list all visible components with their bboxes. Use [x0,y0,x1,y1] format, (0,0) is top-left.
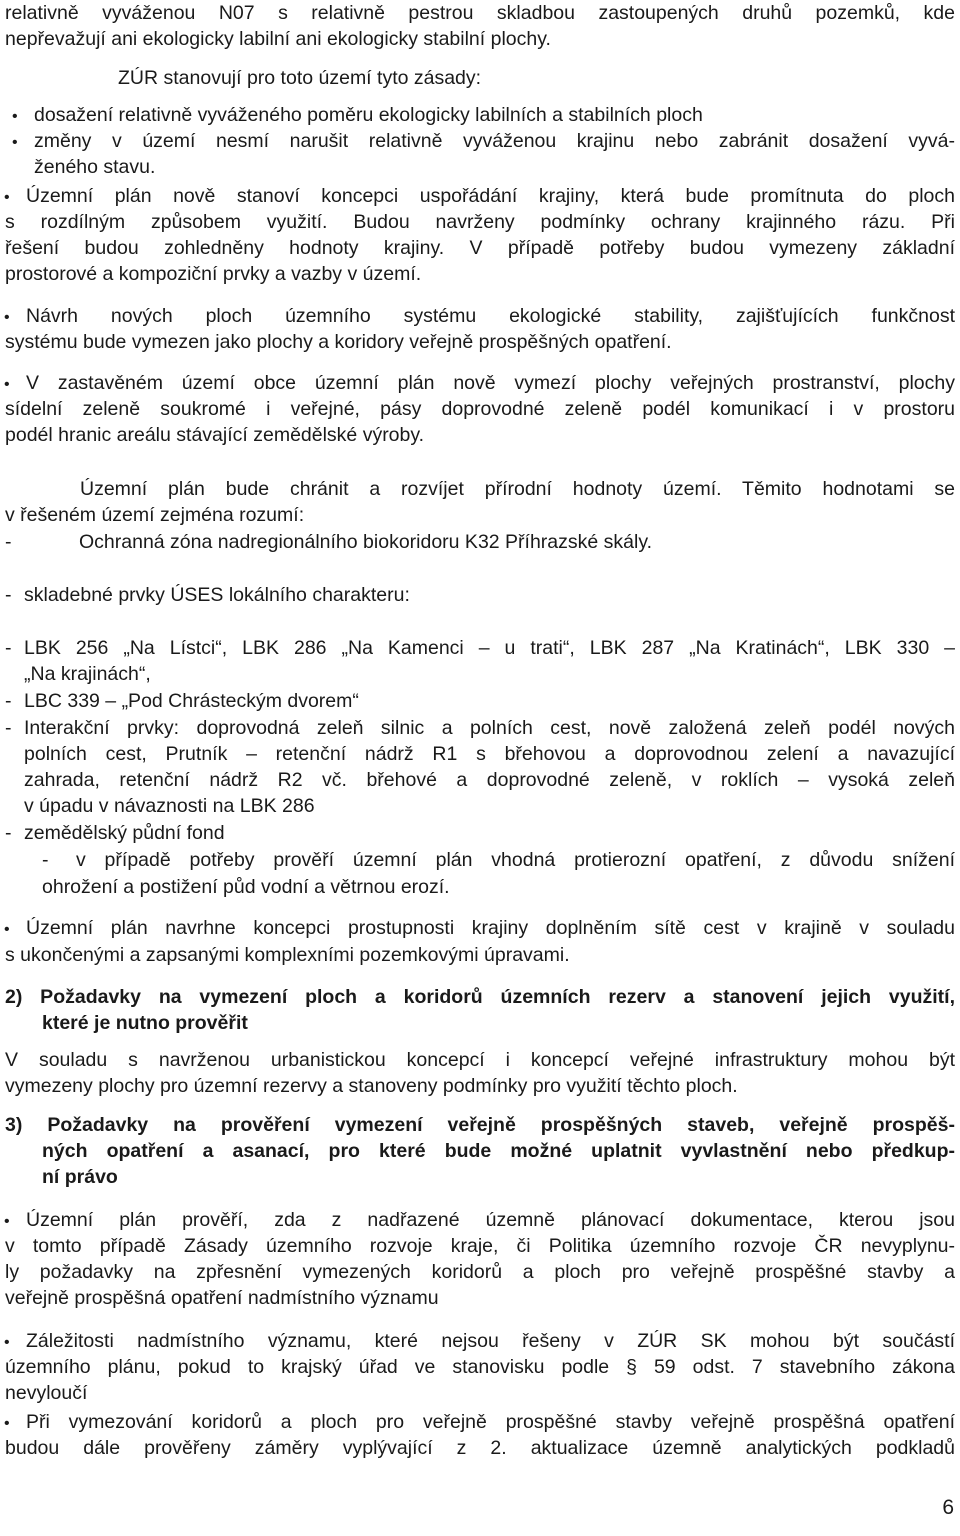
anti-erosion-line-2: ohrožení a postižení půd vodní a větrnou erozí. [42,876,450,898]
paragraph-7-line-3: nevyloučí [5,1382,88,1404]
paragraph-6-line-4: veřejně prospěšná opatření nadmístního významu [5,1287,439,1309]
anti-erosion-line-1: - v případě potřeby prověří územní plán vhodná protierozní opatření, z důvodu snížení [42,849,955,871]
paragraph-3-line-2: sídelní zeleně soukromé i veřejné, pásy doprovodné zeleně podél komunikací i v prostoru [5,398,955,420]
paragraph-8-line-2: budou dále prověřeny záměry vyplývající z 2. aktualizace územně analytických podkladů [5,1437,955,1459]
paragraph-7-line-2: územního plánu, pokud to krajský úřad ve stanovisku podle § 59 odst. 7 stavebního zákona [5,1356,955,1378]
page-number: 6 [942,1496,954,1519]
paragraph-1-line-1: Územní plán nově stanoví koncepci uspořádání krajiny, která bude promítnuta do ploch [26,185,955,207]
paragraph-2-line-1: Návrh nových ploch územního systému ekologické stability, zajišťujících funkčnost [26,305,955,327]
section-3-heading-line-3: ní právo [42,1166,118,1188]
paragraph-7-line-1: Záležitosti nadmístního významu, které nejsou řešeny v ZÚR SK mohou být součástí [26,1330,955,1352]
paragraph-4-line-1: Územní plán bude chránit a rozvíjet přírodní hodnoty území. Těmito hodnotami se [80,478,955,500]
zur-principle-2-line-2: ženého stavu. [34,156,156,178]
paragraph-3-line-1: V zastavěném území obce územní plán nově vymezí plochy veřejných prostranství, plochy [26,372,955,394]
section-2-text-line-2: vymezeny plochy pro územní rezervy a stanoveny podmínky pro využití těchto ploch. [5,1075,738,1097]
intro-line-1: relativně vyváženou N07 s relativně pestrou skladbou zastoupených druhů pozemků, kde [5,2,955,24]
agricultural-fund-item: - zemědělský půdní fond [5,822,225,844]
section-3-heading-line-1: 3) Požadavky na prověření vymezení veřejně prospěšných staveb, veřejně prospěš- [5,1114,955,1136]
paragraph-4-line-2: v řešeném území zejména rozumí: [5,504,305,526]
paragraph-1-line-3: řešení budou zohledněny hodnoty krajiny. V případě potřeby budou vymezeny základní [5,237,955,259]
paragraph-5-line-1: Územní plán navrhne koncepci prostupnosti krajiny doplněním sítě cest v krajině v souladu [26,917,955,939]
interaction-item-line-4: v úpadu v návaznosti na LBK 286 [24,795,315,817]
paragraph-1-line-2: s rozdílným způsobem využití. Budou navrženy podmínky ochrany krajinného rázu. Při [5,211,955,233]
section-3-heading-line-2: ných opatření a asanací, pro které bude možné uplatnit vyvlastnění nebo předkup- [42,1140,955,1162]
interaction-item-line-1: - Interakční prvky: doprovodná zeleň silnic a polních cest, nově založená zeleň podél nových [5,717,955,739]
section-2-text-line-1: V souladu s navrženou urbanistickou koncepcí i koncepcí veřejné infrastruktury mohou být [5,1049,955,1071]
zur-principle-2-line-1: změny v území nesmí narušit relativně vyváženou krajinu nebo zabránit dosažení vyvá- [34,130,955,152]
paragraph-6-line-3: ly požadavky na zpřesnění vymezených koridorů a ploch pro veřejně prospěšné stavby a [5,1261,955,1283]
lbk-item-line-1: - LBK 256 „Na Lístci“, LBK 286 „Na Kamenci – u trati“, LBK 287 „Na Kratinách“, LBK 330 – [5,637,955,659]
lbc-item: - LBC 339 – „Pod Chrásteckým dvorem“ [5,690,359,712]
zur-principles-heading: ZÚR stanovují pro toto území tyto zásady: [118,67,482,89]
lbk-item-line-2: „Na krajinách“, [24,663,151,685]
protection-zone-item: - Ochranná zóna nadregionálního biokoridoru K32 Příhrazské skály. [5,531,653,553]
interaction-item-line-3: zahrada, retenční nádrž R2 vč. břehové a doprovodné zeleně, v roklích – vysoká zeleň [24,769,955,791]
paragraph-8-line-1: Při vymezování koridorů a ploch pro veřejně prospěšné stavby veřejně prospěšná opatření [26,1411,955,1433]
paragraph-1-line-4: prostorové a kompoziční prvky a vazby v území. [5,263,422,285]
section-2-heading-line-2: které je nutno prověřit [42,1012,248,1034]
paragraph-6-line-2: v tomto případě Zásady územního rozvoje kraje, či Politika územního rozvoje ČR nevyplynu- [5,1235,955,1257]
intro-line-2: nepřevažují ani ekologicky labilní ani ekologicky stabilní plochy. [5,28,551,50]
zur-principle-1: • dosažení relativně vyváženého poměru ekologicky labilních a stabilních ploch [34,102,955,128]
interaction-item-line-2: polních cest, Prutník – retenční nádrž R1 s břehovou a doprovodnou zelení a navazující [24,743,955,765]
paragraph-6-line-1: Územní plán prověří, zda z nadřazené územně plánovací dokumentace, kterou jsou [26,1209,955,1231]
paragraph-3-line-3: podél hranic areálu stávající zemědělské výroby. [5,424,425,446]
paragraph-2-line-2: systému bude vymezen jako plochy a koridory veřejně prospěšných opatření. [5,331,672,353]
uses-elements-heading: - skladebné prvky ÚSES lokálního charakteru: [5,584,410,606]
paragraph-5-line-2: s ukončenými a zapsanými komplexními pozemkovými úpravami. [5,944,570,966]
section-2-heading-line-1: 2) Požadavky na vymezení ploch a koridorů územních rezerv a stanovení jejich využití, [5,986,955,1008]
